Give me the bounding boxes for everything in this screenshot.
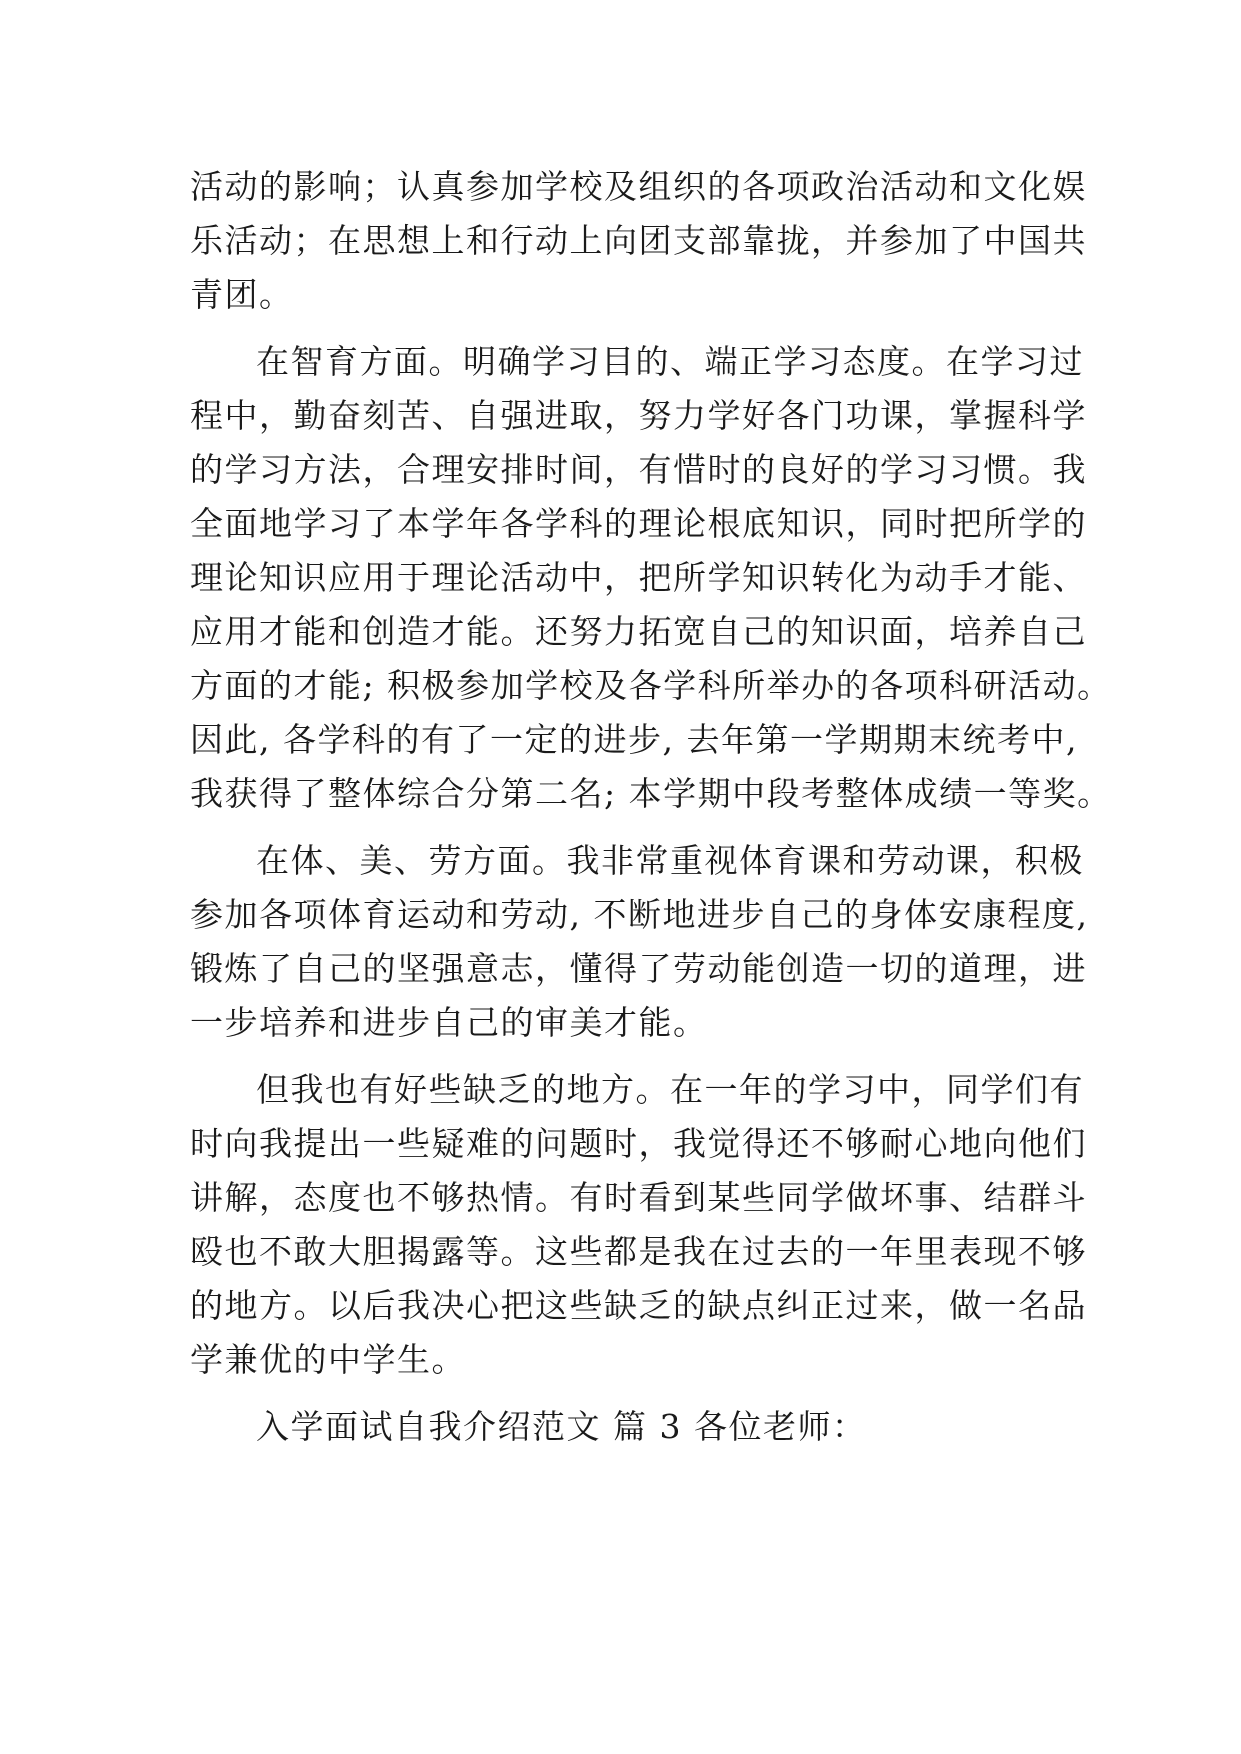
text-line: 方面的才能; 积极参加学校及各学科所举办的各项科研活动。 (190, 666, 1112, 705)
paragraph (190, 834, 1089, 1050)
text-line: 学兼优的中学生。 (190, 1340, 466, 1379)
text-line: 因此, 各学科的有了一定的进步, 去年第一学期期末统考中, (190, 720, 1078, 759)
text-line: 应用才能和创造才能。还努力拓宽自己的知识面，培养自己 (190, 612, 1087, 651)
text-line: 在智育方面。明确学习目的、端正学习态度。在学习过 (256, 342, 1084, 381)
text-line: 锻炼了自己的坚强意志，懂得了劳动能创造一切的道理，进 (190, 949, 1087, 988)
text-line: 的学习方法，合理安排时间，有惜时的良好的学习习惯。我 (190, 450, 1087, 489)
text-line: 在体、美、劳方面。我非常重视体育课和劳动课，积极 (256, 841, 1084, 880)
text-line: 活动的影响；认真参加学校及组织的各项政治活动和文化娱 (190, 167, 1087, 206)
document-body (190, 160, 1112, 1454)
text-line: 乐活动；在思想上和行动上向团支部靠拢，并参加了中国共 (190, 221, 1087, 260)
text-line: 但我也有好些缺乏的地方。在一年的学习中，同学们有 (256, 1070, 1084, 1109)
paragraph (190, 335, 1112, 821)
text-line: 程中，勤奋刻苦、自强进取，努力学好各门功课，掌握科学 (190, 396, 1087, 435)
text-line: 参加各项体育运动和劳动, 不断地进步自己的身体安康程度, (190, 895, 1089, 934)
paragraph (190, 1063, 1087, 1387)
paragraph (190, 1400, 1060, 1454)
text-line: 一步培养和进步自己的审美才能。 (190, 1003, 708, 1042)
text-line: 讲解，态度也不够热情。有时看到某些同学做坏事、结群斗 (190, 1178, 1087, 1217)
text-line: 我获得了整体综合分第二名; 本学期中段考整体成绩一等奖。 (190, 774, 1112, 813)
text-line: 全面地学习了本学年各学科的理论根底知识，同时把所学的 (190, 504, 1087, 543)
text-line: 青团。 (190, 275, 294, 314)
text-line: 的地方。以后我决心把这些缺乏的缺点纠正过来，做一名品 (190, 1286, 1087, 1325)
section-heading-line: 入学面试自我介绍范文 篇 3 各位老师： (256, 1407, 867, 1446)
paragraph (190, 160, 1087, 322)
text-line: 时向我提出一些疑难的问题时，我觉得还不够耐心地向他们 (190, 1124, 1087, 1163)
text-line: 殴也不敢大胆揭露等。这些都是我在过去的一年里表现不够 (190, 1232, 1087, 1271)
text-line: 理论知识应用于理论活动中，把所学知识转化为动手才能、 (190, 558, 1087, 597)
